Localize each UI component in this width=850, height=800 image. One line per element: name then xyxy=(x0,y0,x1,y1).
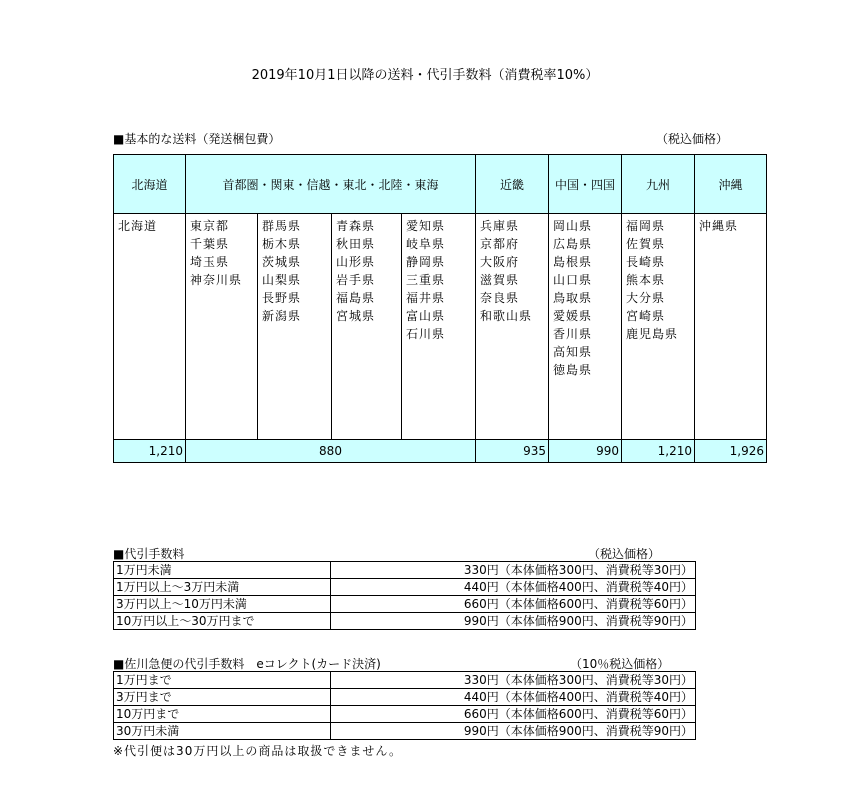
price-kanto-tokai: 880 xyxy=(186,440,476,463)
prefecture-item: 青森県 xyxy=(336,219,376,233)
prefecture-item: 宮城県 xyxy=(336,309,376,323)
price-range-cell: 10万円以上～30万円まで xyxy=(114,613,331,630)
prefecture-item: 神奈川県 xyxy=(190,273,243,287)
prefecture-row xyxy=(114,214,767,440)
prefecture-item: 静岡県 xyxy=(406,255,446,269)
prefecture-cell-tokai xyxy=(402,214,476,440)
prefecture-item: 山口県 xyxy=(553,273,593,287)
price-range-cell: 1万円未満 xyxy=(114,562,331,579)
prefecture-item: 愛知県 xyxy=(406,219,446,233)
prefecture-list xyxy=(695,214,766,235)
cod-fee-row xyxy=(114,613,696,630)
prefecture-item: 奈良県 xyxy=(480,291,520,305)
prefecture-item: 三重県 xyxy=(406,273,446,287)
sagawa-fee-row xyxy=(114,689,696,706)
prefecture-list xyxy=(332,214,401,325)
prefecture-list xyxy=(258,214,331,325)
prefecture-item: 秋田県 xyxy=(336,237,376,251)
sagawa-fee-table xyxy=(113,671,696,740)
prefecture-item: 香川県 xyxy=(553,327,593,341)
prefecture-item: 埼玉県 xyxy=(190,255,230,269)
price-hokkaido: 1,210 xyxy=(114,440,186,463)
cod-fee-row xyxy=(114,596,696,613)
prefecture-item: 福岡県 xyxy=(626,219,666,233)
prefecture-cell-capital xyxy=(186,214,258,440)
region-header-chugoku-shikoku: 中国・四国 xyxy=(549,155,622,214)
prefecture-item: 滋賀県 xyxy=(480,273,520,287)
price-range-cell: 1万円以上～3万円未満 xyxy=(114,579,331,596)
prefecture-item: 島根県 xyxy=(553,255,593,269)
fee-amount-cell: 660円（本体価格600円、消費税等60円） xyxy=(331,596,696,613)
prefecture-list xyxy=(549,214,621,379)
price-chugoku-shikoku: 990 xyxy=(549,440,622,463)
fee-amount-cell: 440円（本体価格400円、消費税等40円） xyxy=(331,579,696,596)
prefecture-item: 長崎県 xyxy=(626,255,666,269)
prefecture-item: 石川県 xyxy=(406,327,446,341)
prefecture-cell-kinki xyxy=(476,214,549,440)
prefecture-item: 岡山県 xyxy=(553,219,593,233)
prefecture-list xyxy=(476,214,548,325)
prefecture-item: 鹿児島県 xyxy=(626,327,679,341)
prefecture-item: 鳥取県 xyxy=(553,291,593,305)
prefecture-cell-hokkaido xyxy=(114,214,186,440)
fee-amount-cell: 990円（本体価格900円、消費税等90円） xyxy=(331,613,696,630)
prefecture-item: 富山県 xyxy=(406,309,446,323)
sagawa-tax-note: （10％税込価格） xyxy=(570,657,670,671)
prefecture-item: 広島県 xyxy=(553,237,593,251)
prefecture-cell-okinawa xyxy=(695,214,767,440)
cod-fee-row xyxy=(114,579,696,596)
prefecture-item: 徳島県 xyxy=(553,363,593,377)
prefecture-item: 岩手県 xyxy=(336,273,376,287)
sagawa-fee-row xyxy=(114,723,696,740)
prefecture-item: 愛媛県 xyxy=(553,309,593,323)
prefecture-item: 宮崎県 xyxy=(626,309,666,323)
prefecture-item: 新潟県 xyxy=(262,309,302,323)
shipping-tax-note: （税込価格） xyxy=(656,132,729,146)
price-range-cell: 3万円以上～10万円未満 xyxy=(114,596,331,613)
region-header-hokkaido: 北海道 xyxy=(114,155,186,214)
prefecture-cell-kyushu xyxy=(622,214,695,440)
prefecture-item: 山形県 xyxy=(336,255,376,269)
prefecture-cell-tohoku xyxy=(332,214,402,440)
prefecture-cell-chugoku-shikoku xyxy=(549,214,622,440)
prefecture-item: 岐阜県 xyxy=(406,237,446,251)
prefecture-item: 山梨県 xyxy=(262,273,302,287)
prefecture-list xyxy=(622,214,694,343)
region-header-kanto-tokai: 首都圏・関東・信越・東北・北陸・東海 xyxy=(186,155,476,214)
footnote: ※代引便は30万円以上の商品は取扱できません。 xyxy=(113,744,403,758)
prefecture-item: 福島県 xyxy=(336,291,376,305)
fee-amount-cell: 440円（本体価格400円、消費税等40円） xyxy=(331,689,696,706)
prefecture-item: 熊本県 xyxy=(626,273,666,287)
prefecture-item: 高知県 xyxy=(553,345,593,359)
price-kyushu: 1,210 xyxy=(622,440,695,463)
prefecture-item: 大阪府 xyxy=(480,255,520,269)
region-header-okinawa: 沖縄 xyxy=(695,155,767,214)
prefecture-item: 福井県 xyxy=(406,291,446,305)
prefecture-item: 長野県 xyxy=(262,291,302,305)
cod-tax-note: （税込価格） xyxy=(588,547,661,561)
region-header-kinki: 近畿 xyxy=(476,155,549,214)
prefecture-list xyxy=(402,214,475,343)
prefecture-cell-kanto xyxy=(258,214,332,440)
price-range-cell: 3万円まで xyxy=(114,689,331,706)
price-range-cell: 10万円まで xyxy=(114,706,331,723)
price-range-cell: 1万円まで xyxy=(114,672,331,689)
region-header-kyushu: 九州 xyxy=(622,155,695,214)
prefecture-item: 群馬県 xyxy=(262,219,302,233)
page-title: 2019年10月1日以降の送料・代引手数料（消費税率10%） xyxy=(251,68,599,83)
prefecture-item: 北海道 xyxy=(118,219,158,233)
price-kinki: 935 xyxy=(476,440,549,463)
fee-amount-cell: 330円（本体価格300円、消費税等30円） xyxy=(331,562,696,579)
shipping-section-label: ■基本的な送料（発送梱包費） xyxy=(113,132,281,146)
price-range-cell: 30万円未満 xyxy=(114,723,331,740)
prefecture-item: 茨城県 xyxy=(262,255,302,269)
price-okinawa: 1,926 xyxy=(695,440,767,463)
prefecture-list xyxy=(114,214,185,235)
prefecture-item: 千葉県 xyxy=(190,237,230,251)
prefecture-item: 沖縄県 xyxy=(699,219,739,233)
price-row xyxy=(114,440,767,463)
fee-amount-cell: 660円（本体価格600円、消費税等60円） xyxy=(331,706,696,723)
prefecture-item: 佐賀県 xyxy=(626,237,666,251)
prefecture-item: 栃木県 xyxy=(262,237,302,251)
prefecture-item: 兵庫県 xyxy=(480,219,520,233)
fee-amount-cell: 330円（本体価格300円、消費税等30円） xyxy=(331,672,696,689)
shipping-header-row xyxy=(114,155,767,214)
prefecture-item: 東京都 xyxy=(190,219,230,233)
sagawa-section-label: ■佐川急便の代引手数料 eコレクト(カード決済) xyxy=(113,657,381,671)
fee-amount-cell: 990円（本体価格900円、消費税等90円） xyxy=(331,723,696,740)
shipping-table xyxy=(113,154,767,463)
cod-fee-row xyxy=(114,562,696,579)
prefecture-item: 和歌山県 xyxy=(480,309,533,323)
prefecture-list xyxy=(186,214,257,289)
prefecture-item: 京都府 xyxy=(480,237,520,251)
sagawa-fee-row xyxy=(114,672,696,689)
cod-fee-table xyxy=(113,561,696,630)
prefecture-item: 大分県 xyxy=(626,291,666,305)
cod-section-label: ■代引手数料 xyxy=(113,547,185,561)
sagawa-fee-row xyxy=(114,706,696,723)
